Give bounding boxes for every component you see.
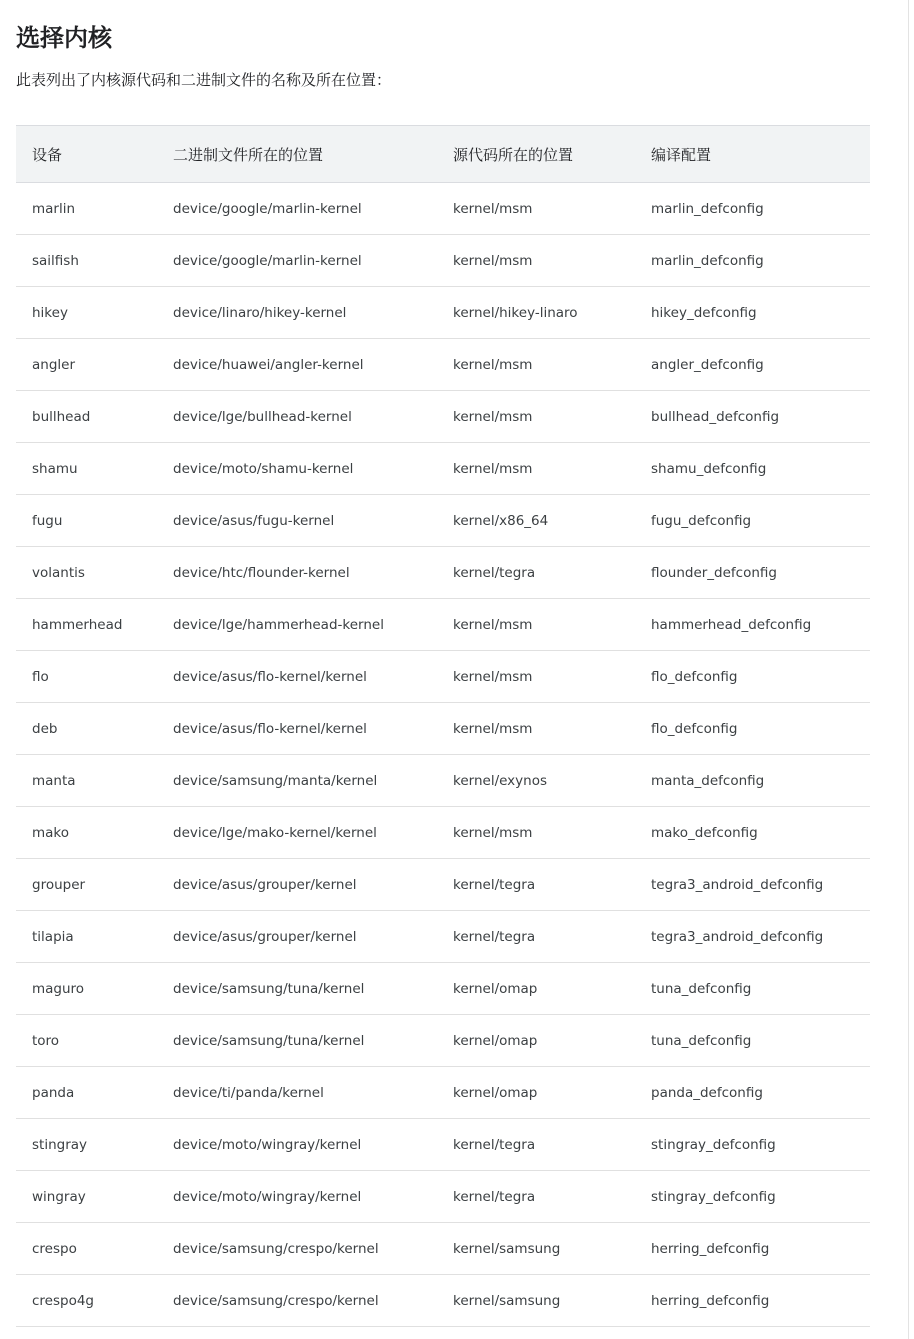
cell-build-config: herring_defconfig — [635, 1223, 870, 1275]
cell-source-location: kernel/msm — [437, 443, 635, 495]
cell-binary-location: device/samsung/tuna/kernel — [157, 1015, 437, 1067]
cell-binary-location: device/linaro/hikey-kernel — [157, 287, 437, 339]
cell-device: mako — [16, 807, 157, 859]
table-body — [16, 183, 870, 1327]
cell-device: wingray — [16, 1171, 157, 1223]
cell-build-config: marlin_defconfig — [635, 235, 870, 287]
cell-source-location: kernel/msm — [437, 235, 635, 287]
header-source-location: 源代码所在的位置 — [437, 126, 635, 183]
cell-device: panda — [16, 1067, 157, 1119]
table-row — [16, 703, 870, 755]
header-binary-location: 二进制文件所在的位置 — [157, 126, 437, 183]
cell-source-location: kernel/msm — [437, 599, 635, 651]
cell-build-config: fugu_defconfig — [635, 495, 870, 547]
table-row — [16, 755, 870, 807]
cell-device: volantis — [16, 547, 157, 599]
table-row — [16, 1119, 870, 1171]
table-row — [16, 807, 870, 859]
table-row — [16, 963, 870, 1015]
cell-build-config: panda_defconfig — [635, 1067, 870, 1119]
cell-source-location: kernel/msm — [437, 183, 635, 235]
table-header — [16, 126, 870, 183]
cell-build-config: tegra3_android_defconfig — [635, 859, 870, 911]
cell-source-location: kernel/tegra — [437, 911, 635, 963]
table-row — [16, 651, 870, 703]
cell-build-config: stingray_defconfig — [635, 1171, 870, 1223]
cell-binary-location: device/samsung/crespo/kernel — [157, 1223, 437, 1275]
table-row — [16, 287, 870, 339]
cell-source-location: kernel/tegra — [437, 1171, 635, 1223]
table-row — [16, 547, 870, 599]
cell-device: crespo4g — [16, 1275, 157, 1327]
cell-build-config: tegra3_android_defconfig — [635, 911, 870, 963]
cell-source-location: kernel/omap — [437, 1015, 635, 1067]
cell-binary-location: device/moto/wingray/kernel — [157, 1119, 437, 1171]
cell-device: deb — [16, 703, 157, 755]
cell-source-location: kernel/samsung — [437, 1275, 635, 1327]
cell-device: maguro — [16, 963, 157, 1015]
table-row — [16, 339, 870, 391]
cell-build-config: hikey_defconfig — [635, 287, 870, 339]
cell-binary-location: device/lge/bullhead-kernel — [157, 391, 437, 443]
table-row — [16, 1223, 870, 1275]
cell-source-location: kernel/omap — [437, 963, 635, 1015]
cell-source-location: kernel/tegra — [437, 547, 635, 599]
cell-build-config: flounder_defconfig — [635, 547, 870, 599]
cell-source-location: kernel/msm — [437, 391, 635, 443]
cell-build-config: mako_defconfig — [635, 807, 870, 859]
cell-source-location: kernel/msm — [437, 339, 635, 391]
cell-device: bullhead — [16, 391, 157, 443]
cell-device: shamu — [16, 443, 157, 495]
cell-source-location: kernel/msm — [437, 807, 635, 859]
cell-binary-location: device/asus/flo-kernel/kernel — [157, 651, 437, 703]
cell-build-config: shamu_defconfig — [635, 443, 870, 495]
cell-device: toro — [16, 1015, 157, 1067]
table-row — [16, 495, 870, 547]
cell-device: marlin — [16, 183, 157, 235]
table-row — [16, 1275, 870, 1327]
cell-binary-location: device/samsung/crespo/kernel — [157, 1275, 437, 1327]
cell-build-config: angler_defconfig — [635, 339, 870, 391]
cell-binary-location: device/htc/flounder-kernel — [157, 547, 437, 599]
page-edge-divider — [908, 0, 909, 1339]
table-row — [16, 599, 870, 651]
cell-device: sailfish — [16, 235, 157, 287]
table-row — [16, 911, 870, 963]
cell-source-location: kernel/samsung — [437, 1223, 635, 1275]
cell-device: tilapia — [16, 911, 157, 963]
cell-build-config: herring_defconfig — [635, 1275, 870, 1327]
cell-source-location: kernel/x86_64 — [437, 495, 635, 547]
cell-build-config: tuna_defconfig — [635, 1015, 870, 1067]
cell-device: flo — [16, 651, 157, 703]
cell-source-location: kernel/tegra — [437, 1119, 635, 1171]
cell-binary-location: device/moto/shamu-kernel — [157, 443, 437, 495]
cell-build-config: manta_defconfig — [635, 755, 870, 807]
cell-device: hikey — [16, 287, 157, 339]
table-row — [16, 391, 870, 443]
cell-build-config: bullhead_defconfig — [635, 391, 870, 443]
cell-source-location: kernel/tegra — [437, 859, 635, 911]
cell-binary-location: device/ti/panda/kernel — [157, 1067, 437, 1119]
table-row — [16, 183, 870, 235]
page-title: 选择内核 — [16, 24, 112, 52]
cell-source-location: kernel/msm — [437, 703, 635, 755]
cell-binary-location: device/moto/wingray/kernel — [157, 1171, 437, 1223]
cell-binary-location: device/samsung/tuna/kernel — [157, 963, 437, 1015]
cell-binary-location: device/google/marlin-kernel — [157, 183, 437, 235]
cell-build-config: stingray_defconfig — [635, 1119, 870, 1171]
cell-device: hammerhead — [16, 599, 157, 651]
cell-build-config: flo_defconfig — [635, 703, 870, 755]
cell-device: fugu — [16, 495, 157, 547]
cell-source-location: kernel/msm — [437, 651, 635, 703]
kernel-table — [16, 125, 870, 1327]
cell-device: crespo — [16, 1223, 157, 1275]
cell-binary-location: device/asus/flo-kernel/kernel — [157, 703, 437, 755]
cell-binary-location: device/asus/grouper/kernel — [157, 911, 437, 963]
cell-source-location: kernel/hikey-linaro — [437, 287, 635, 339]
cell-build-config: hammerhead_defconfig — [635, 599, 870, 651]
cell-device: grouper — [16, 859, 157, 911]
cell-source-location: kernel/omap — [437, 1067, 635, 1119]
cell-binary-location: device/huawei/angler-kernel — [157, 339, 437, 391]
table-row — [16, 859, 870, 911]
cell-source-location: kernel/exynos — [437, 755, 635, 807]
table-row — [16, 1015, 870, 1067]
table-row — [16, 1067, 870, 1119]
header-build-config: 编译配置 — [635, 126, 870, 183]
table-header-row — [16, 126, 870, 183]
header-device: 设备 — [16, 126, 157, 183]
cell-binary-location: device/lge/mako-kernel/kernel — [157, 807, 437, 859]
cell-device: manta — [16, 755, 157, 807]
table-row — [16, 235, 870, 287]
cell-build-config: tuna_defconfig — [635, 963, 870, 1015]
intro-text: 此表列出了内核源代码和二进制文件的名称及所在位置： — [16, 71, 392, 89]
cell-binary-location: device/lge/hammerhead-kernel — [157, 599, 437, 651]
cell-binary-location: device/google/marlin-kernel — [157, 235, 437, 287]
cell-binary-location: device/asus/grouper/kernel — [157, 859, 437, 911]
cell-binary-location: device/samsung/manta/kernel — [157, 755, 437, 807]
cell-device: stingray — [16, 1119, 157, 1171]
cell-build-config: marlin_defconfig — [635, 183, 870, 235]
cell-build-config: flo_defconfig — [635, 651, 870, 703]
cell-binary-location: device/asus/fugu-kernel — [157, 495, 437, 547]
cell-device: angler — [16, 339, 157, 391]
table-row — [16, 443, 870, 495]
table-row — [16, 1171, 870, 1223]
